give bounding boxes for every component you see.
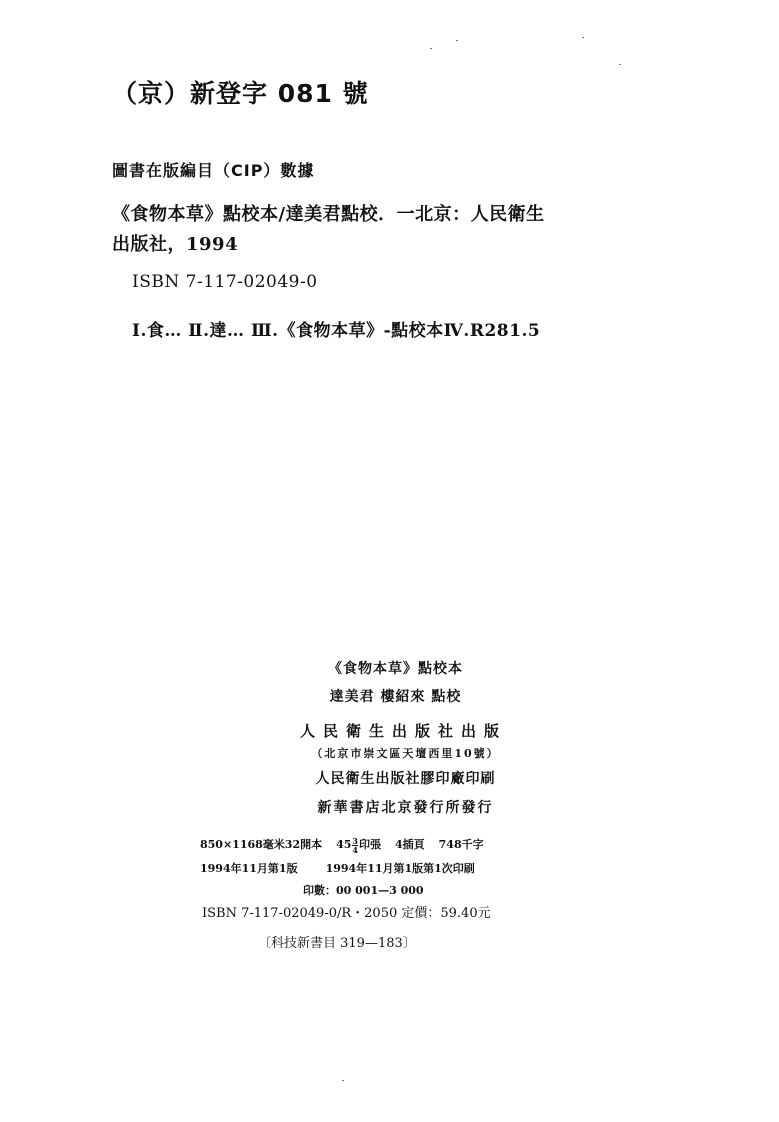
scan-speck — [342, 1080, 344, 1081]
colophon-publisher: 人民衛生出版社出版 — [299, 722, 507, 740]
spec-edition-row — [200, 860, 475, 876]
scan-speck — [430, 48, 432, 49]
cip-record-line-1: 《食物本草》點校本/達美君點校．一北京：人民衛生 — [112, 204, 545, 225]
cip-heading: 圖書在版編目（CIP）數據 — [112, 161, 315, 180]
spec-words: 748千字 — [438, 838, 484, 851]
scan-speck — [619, 64, 621, 65]
scan-speck — [582, 37, 584, 38]
colophon-printer: 人民衛生出版社膠印廠印刷 — [315, 771, 496, 787]
colophon-publisher-address: （北京市崇文區天壇西里10號） — [311, 747, 500, 760]
spec-sheets-whole: 45 — [336, 838, 352, 851]
cip-record-line-2: 出版社，1994 — [112, 234, 239, 255]
spec-inserts: 4插頁 — [395, 838, 425, 851]
spec-sheets-unit: 印張 — [359, 838, 381, 851]
registration-number: （京）新登字 081 號 — [112, 79, 369, 108]
colophon-authors: 達美君 樓紹來 點校 — [329, 689, 462, 705]
colophon-distributor: 新華書店北京發行所發行 — [317, 800, 494, 816]
spec-format: 850×1168毫米32開本 — [200, 838, 323, 851]
spec-sheets-denominator: 4 — [352, 844, 358, 855]
spec-isbn-price: ISBN 7-117-02049-0/R・2050 定價：59.40元 — [202, 906, 491, 921]
spec-printing: 1994年11月第1版第1次印刷 — [325, 862, 475, 875]
colophon-book-title: 《食物本草》點校本 — [328, 661, 463, 677]
spec-sheets-fraction — [352, 837, 358, 854]
spec-edition: 1994年11月第1版 — [200, 862, 298, 875]
spec-format-row — [200, 836, 484, 854]
spec-sheets-numerator: 3 — [352, 835, 358, 846]
spec-catalog-number: 〔科技新書目 319—183〕 — [258, 936, 416, 951]
scan-speck — [456, 40, 458, 41]
cip-isbn: ISBN 7-117-02049-0 — [132, 272, 318, 292]
cip-classification: Ⅰ.食… Ⅱ.達… Ⅲ.《食物本草》-點校本Ⅳ.R281.5 — [132, 321, 541, 341]
spec-copies: 印數：00 001—3 000 — [303, 884, 424, 897]
